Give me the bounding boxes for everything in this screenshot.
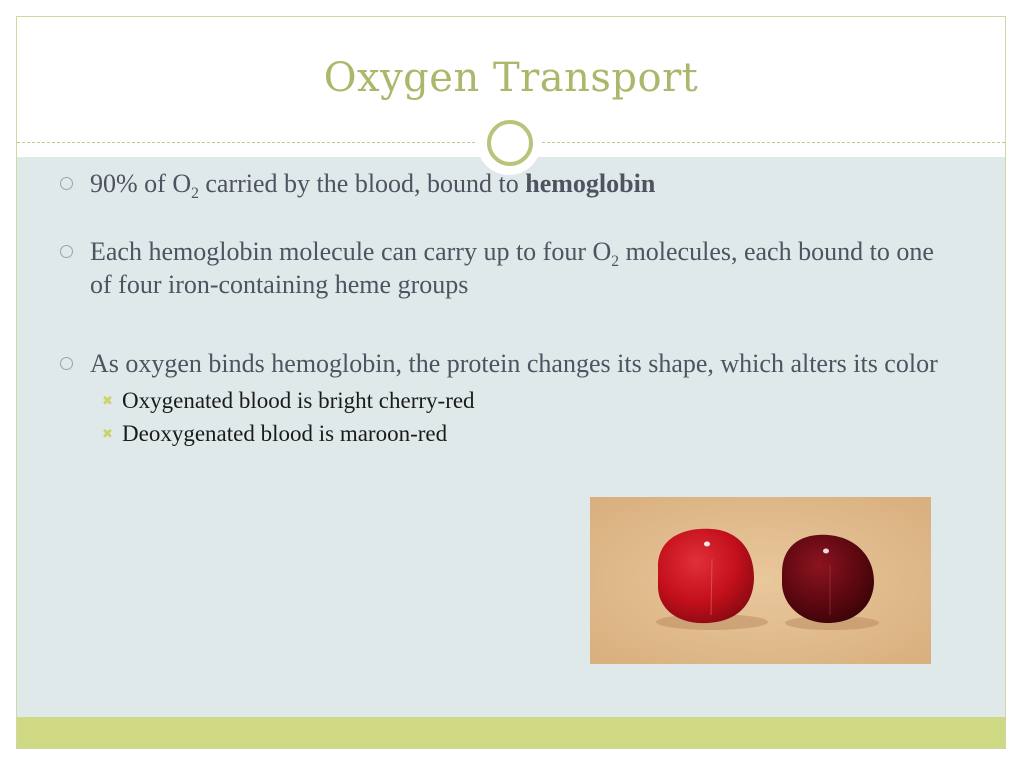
blood-drops-photo bbox=[590, 497, 931, 664]
bullet-3-text: As oxygen binds hemoglobin, the protein changes its shape, which alters its color bbox=[90, 349, 938, 378]
bullet-1-prefix: 90% of O bbox=[90, 169, 192, 198]
cross-star-icon: ✖ bbox=[102, 426, 113, 441]
bullet-2-suffix: molecules, each bound to one of four iron-containing heme groups bbox=[90, 237, 934, 299]
bullet-list bbox=[60, 167, 960, 450]
highlight bbox=[823, 549, 829, 554]
bullet-2-prefix: Each hemoglobin molecule can carry up to four O bbox=[90, 237, 612, 266]
bullet-item-3 bbox=[60, 347, 960, 450]
sub-bullet-item-2 bbox=[92, 417, 960, 450]
bottom-accent-bar bbox=[17, 717, 1005, 749]
bullet-item-1 bbox=[60, 167, 960, 200]
bullet-2-text bbox=[90, 237, 934, 299]
slide-title: Oxygen Transport bbox=[323, 55, 699, 101]
photo-background bbox=[590, 497, 931, 664]
sub-bullet-2-text: Deoxygenated blood is maroon-red bbox=[122, 421, 448, 446]
bullet-1-suffix: carried by the blood, bound to bbox=[198, 169, 526, 198]
blood-drops-illustration bbox=[590, 497, 931, 664]
bold-term: hemoglobin bbox=[525, 169, 656, 198]
highlight bbox=[704, 542, 710, 547]
hollow-circle-icon bbox=[60, 177, 73, 190]
bullet-1-text bbox=[90, 169, 656, 202]
sub-bullet-list bbox=[90, 384, 960, 450]
subscript: 2 bbox=[611, 253, 620, 270]
ring-icon bbox=[487, 120, 533, 166]
sub-bullet-1-text: Oxygenated blood is bright cherry-red bbox=[122, 388, 475, 413]
bullet-item-2 bbox=[60, 235, 960, 301]
cross-star-icon: ✖ bbox=[102, 393, 113, 408]
hollow-circle-icon bbox=[60, 245, 73, 258]
sub-bullet-item-1 bbox=[92, 384, 960, 417]
subscript: 2 bbox=[191, 185, 199, 202]
hollow-circle-icon bbox=[60, 357, 73, 370]
